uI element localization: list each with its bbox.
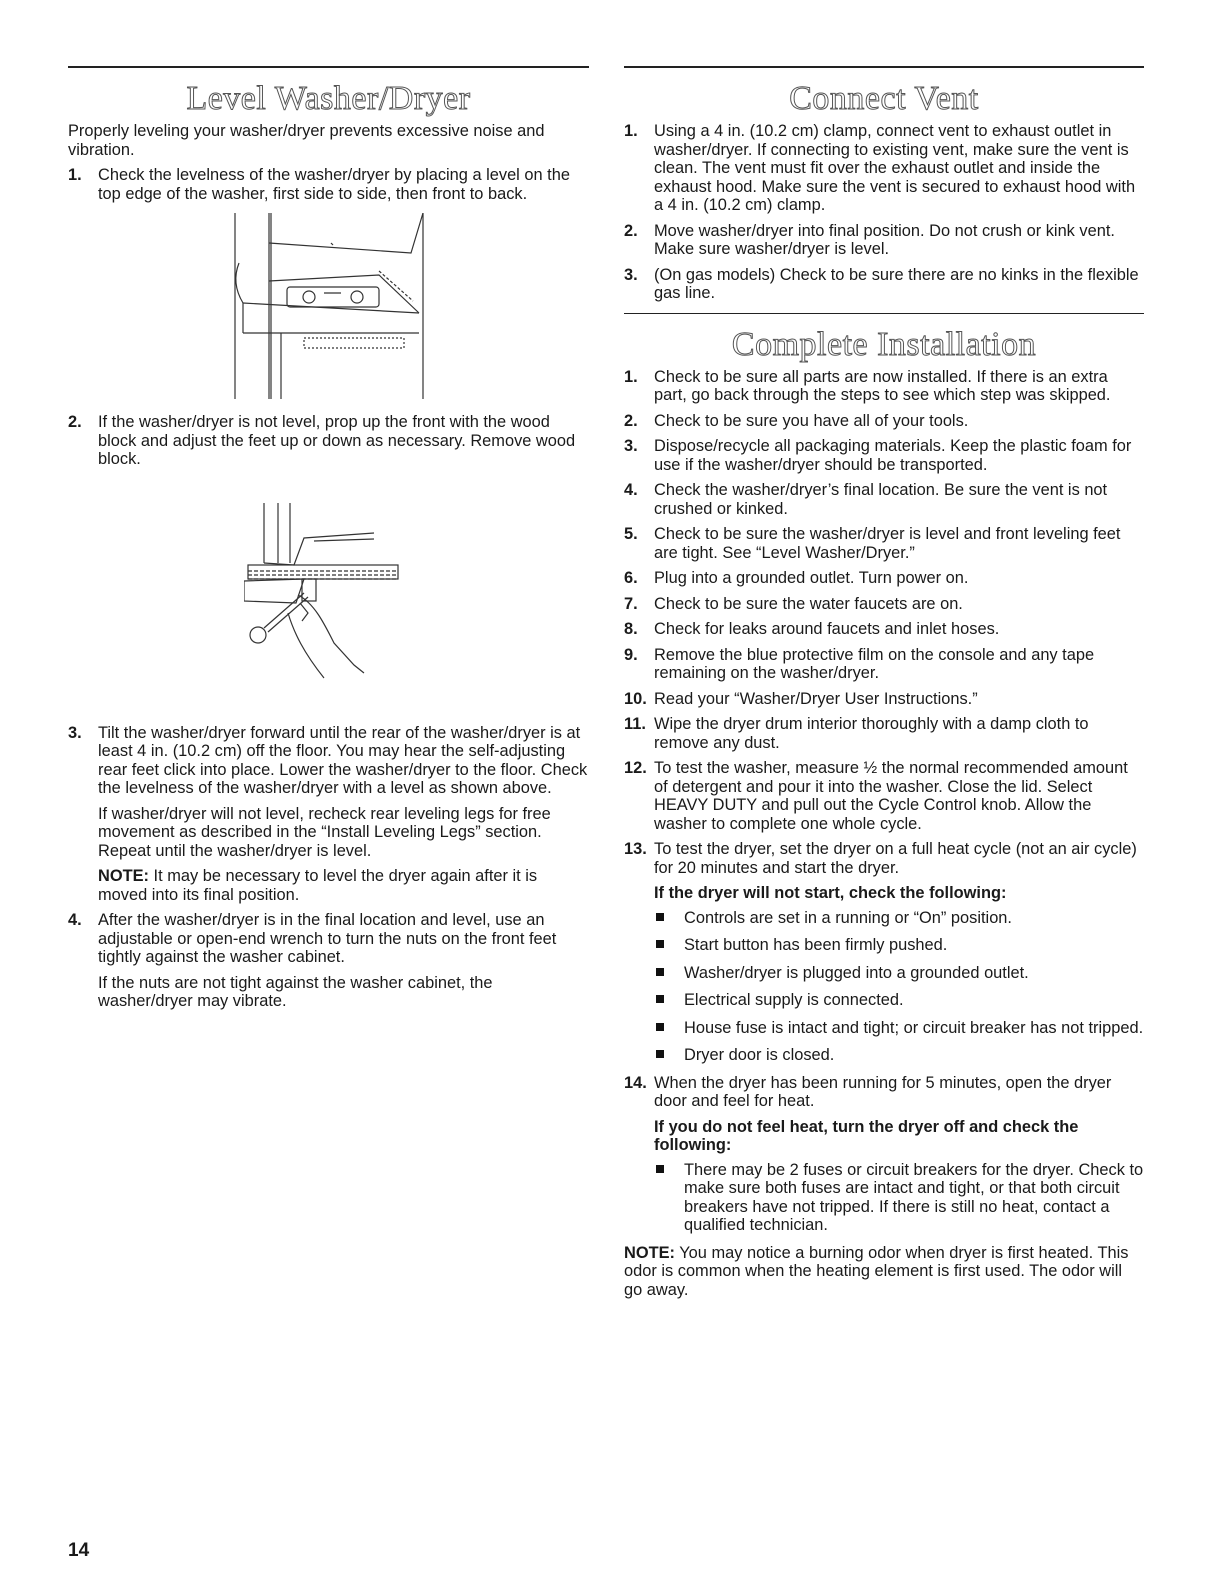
level-heading: Level Washer/Dryer [186, 80, 471, 117]
install-step: 4. Check the washer/dryer’s final location. Be sure the vent is not crushed or kinked. [624, 481, 1108, 518]
install-steps [624, 368, 1144, 1235]
right-column [624, 66, 1144, 1299]
square-bullet-icon [656, 995, 664, 1003]
list-item: Washer/dryer is plugged into a grounded outlet. [654, 964, 1144, 983]
level-step-4: 4. After the washer/dryer is in the final location and level, use an adjustable or open-end wrench to turn the nuts on the front feet tightly against the washer cabinet. If the nuts are not tight against the washer cabinet, the washer/dryer may vibrate. [68, 911, 589, 1011]
top-rule-right [624, 66, 1144, 68]
vent-step: 2. Move washer/dryer into final position. Do not crush or kink vent. Make sure washer/dryer is level. [624, 221, 1115, 258]
install-step: 8. Check for leaks around faucets and inlet hoses. [624, 620, 1000, 638]
install-step: 14. When the dryer has been running for 5 minutes, open the dryer door and feel for heat. If you do not feel heat, turn the dryer off and check the following: There may be 2 fuses or circuit breakers for the dryer. Check to make sure both fuses are intact and tight, or that both circuit breakers have not tripped. If there is still no heat, contact a qualified technician. [624, 1073, 1144, 1234]
level-step-2: 2. If the washer/dryer is not level, prop up the front with the wood block and adjust the feet up or down as necessary. Remove wood block. [68, 413, 576, 468]
install-heading: Complete Installation [731, 325, 1037, 363]
square-bullet-icon [656, 1050, 664, 1058]
check-list [654, 1161, 1144, 1235]
list-item: Electrical supply is connected. [654, 991, 1144, 1010]
install-step: 5. Check to be sure the washer/dryer is level and front leveling feet are tight. See “Level Washer/Dryer.” [624, 525, 1121, 562]
install-step: 9. Remove the blue protective film on the console and any tape remaining on the washer/dryer. [624, 645, 1095, 682]
vent-steps [624, 122, 1144, 303]
check-heading: If the dryer will not start, check the following: [654, 884, 1007, 902]
level-steps-cont-2 [68, 724, 589, 1011]
install-step: 1. Check to be sure all parts are now installed. If there is an extra part, go back through the steps to see which step was skipped. [624, 367, 1111, 404]
check-list [654, 909, 1144, 1065]
level-step-3-detail: If washer/dryer will not level, recheck rear leveling legs for free movement as described in the “Install Leveling Legs” section. Repeat until the washer/dryer is level. [98, 804, 551, 860]
level-step-3-note: NOTE: It may be necessary to level the dryer again after it is moved into its final position. [98, 867, 538, 904]
final-note: NOTE: You may notice a burning odor when dryer is first heated. This odor is common when the heating element is first used. The odor will go away. [624, 1243, 1129, 1299]
list-item: House fuse is intact and tight; or circuit breaker has not tripped. [654, 1019, 1144, 1038]
install-step: 7. Check to be sure the water faucets are on. [624, 594, 963, 613]
list-item: There may be 2 fuses or circuit breakers for the dryer. Check to make sure both fuses are intact and tight, or that both circuit breakers have not tripped. If there is still no heat, contact a qualified technician. [654, 1161, 1144, 1235]
square-bullet-icon [656, 1023, 664, 1031]
vent-step: 3. (On gas models) Check to be sure there are no kinks in the flexible gas line. [624, 265, 1139, 302]
list-item: Start button has been firmly pushed. [654, 936, 1144, 955]
level-steps-cont [68, 413, 589, 469]
list-item: Controls are set in a running or “On” position. [654, 909, 1144, 928]
page-number: 14 [68, 1540, 90, 1561]
top-rule [68, 66, 589, 68]
install-step: 12. To test the washer, measure ½ the normal recommended amount of detergent and pour it into the washer. Close the lid. Select HEAVY DUTY and pull out the Cycle Control knob. Allow the washer to complete one whole cycle. [624, 759, 1128, 833]
list-item: Dryer door is closed. [654, 1046, 1144, 1065]
vent-step: 1. Using a 4 in. (10.2 cm) clamp, connect vent to exhaust outlet in washer/dryer. If connecting to existing vent, make sure the vent is clean. The vent must fit over the exhaust outlet and inside the exhaust hood. Make sure the vent is secured to exhaust hood with a 4 in. (10.2 cm) clamp. [624, 122, 1136, 214]
install-step: 2. Check to be sure you have all of your tools. [624, 411, 969, 430]
level-step-4-detail: If the nuts are not tight against the washer cabinet, the washer/dryer may vibrate. [98, 973, 493, 1010]
install-step: 11. Wipe the dryer drum interior thoroughly with a damp cloth to remove any dust. [624, 715, 1089, 752]
install-step: 6. Plug into a grounded outlet. Turn power on. [624, 569, 969, 587]
square-bullet-icon [656, 940, 664, 948]
install-step: 10. Read your “Washer/Dryer User Instructions.” [624, 689, 978, 708]
wrench-leveling-illustration [244, 503, 414, 688]
square-bullet-icon [656, 1165, 664, 1173]
washer-level-illustration [229, 213, 429, 399]
check-heading: If you do not feel heat, turn the dryer off and check the following: [654, 1117, 1079, 1154]
section-rule [624, 313, 1144, 314]
install-step: 13. To test the dryer, set the dryer on a full heat cycle (not an air cycle) for 20 minutes and start the dryer. If the dryer will not start, check the following: Controls are set in a running or “On” position. Start button has been firmly pushed. Washer/dryer is plugged into a grounded outlet. Electrical supply is connected. House fuse is intact and tight; or circuit breaker has not tripped. Dryer door is closed. [624, 840, 1144, 1064]
install-step: 3. Dispose/recycle all packaging materials. Keep the plastic foam for use if the washer/dryer should be transported. [624, 437, 1132, 474]
level-intro: Properly leveling your washer/dryer prevents excessive noise and vibration. [68, 122, 545, 159]
square-bullet-icon [656, 913, 664, 921]
level-steps [68, 166, 589, 203]
level-step-3: 3. Tilt the washer/dryer forward until the rear of the washer/dryer is at least 4 in. (10.2 cm) off the floor. You may hear the self-adjusting rear feet click into place. Lower the washer/dryer to the floor. Check the levelness of the washer/dryer with a level as shown above. If washer/dryer will not level, recheck rear leveling legs for free movement as described in the “Install Leveling Legs” section. Repeat until the washer/dryer is level. NOTE: It may be necessary to level the dryer again after it is moved into its final position. [68, 723, 588, 904]
left-column [68, 66, 589, 1018]
vent-heading: Connect Vent [789, 80, 979, 117]
square-bullet-icon [656, 968, 664, 976]
level-step-1: 1. Check the levelness of the washer/dryer by placing a level on the top edge of the washer, first side to side, then front to back. [68, 166, 570, 203]
